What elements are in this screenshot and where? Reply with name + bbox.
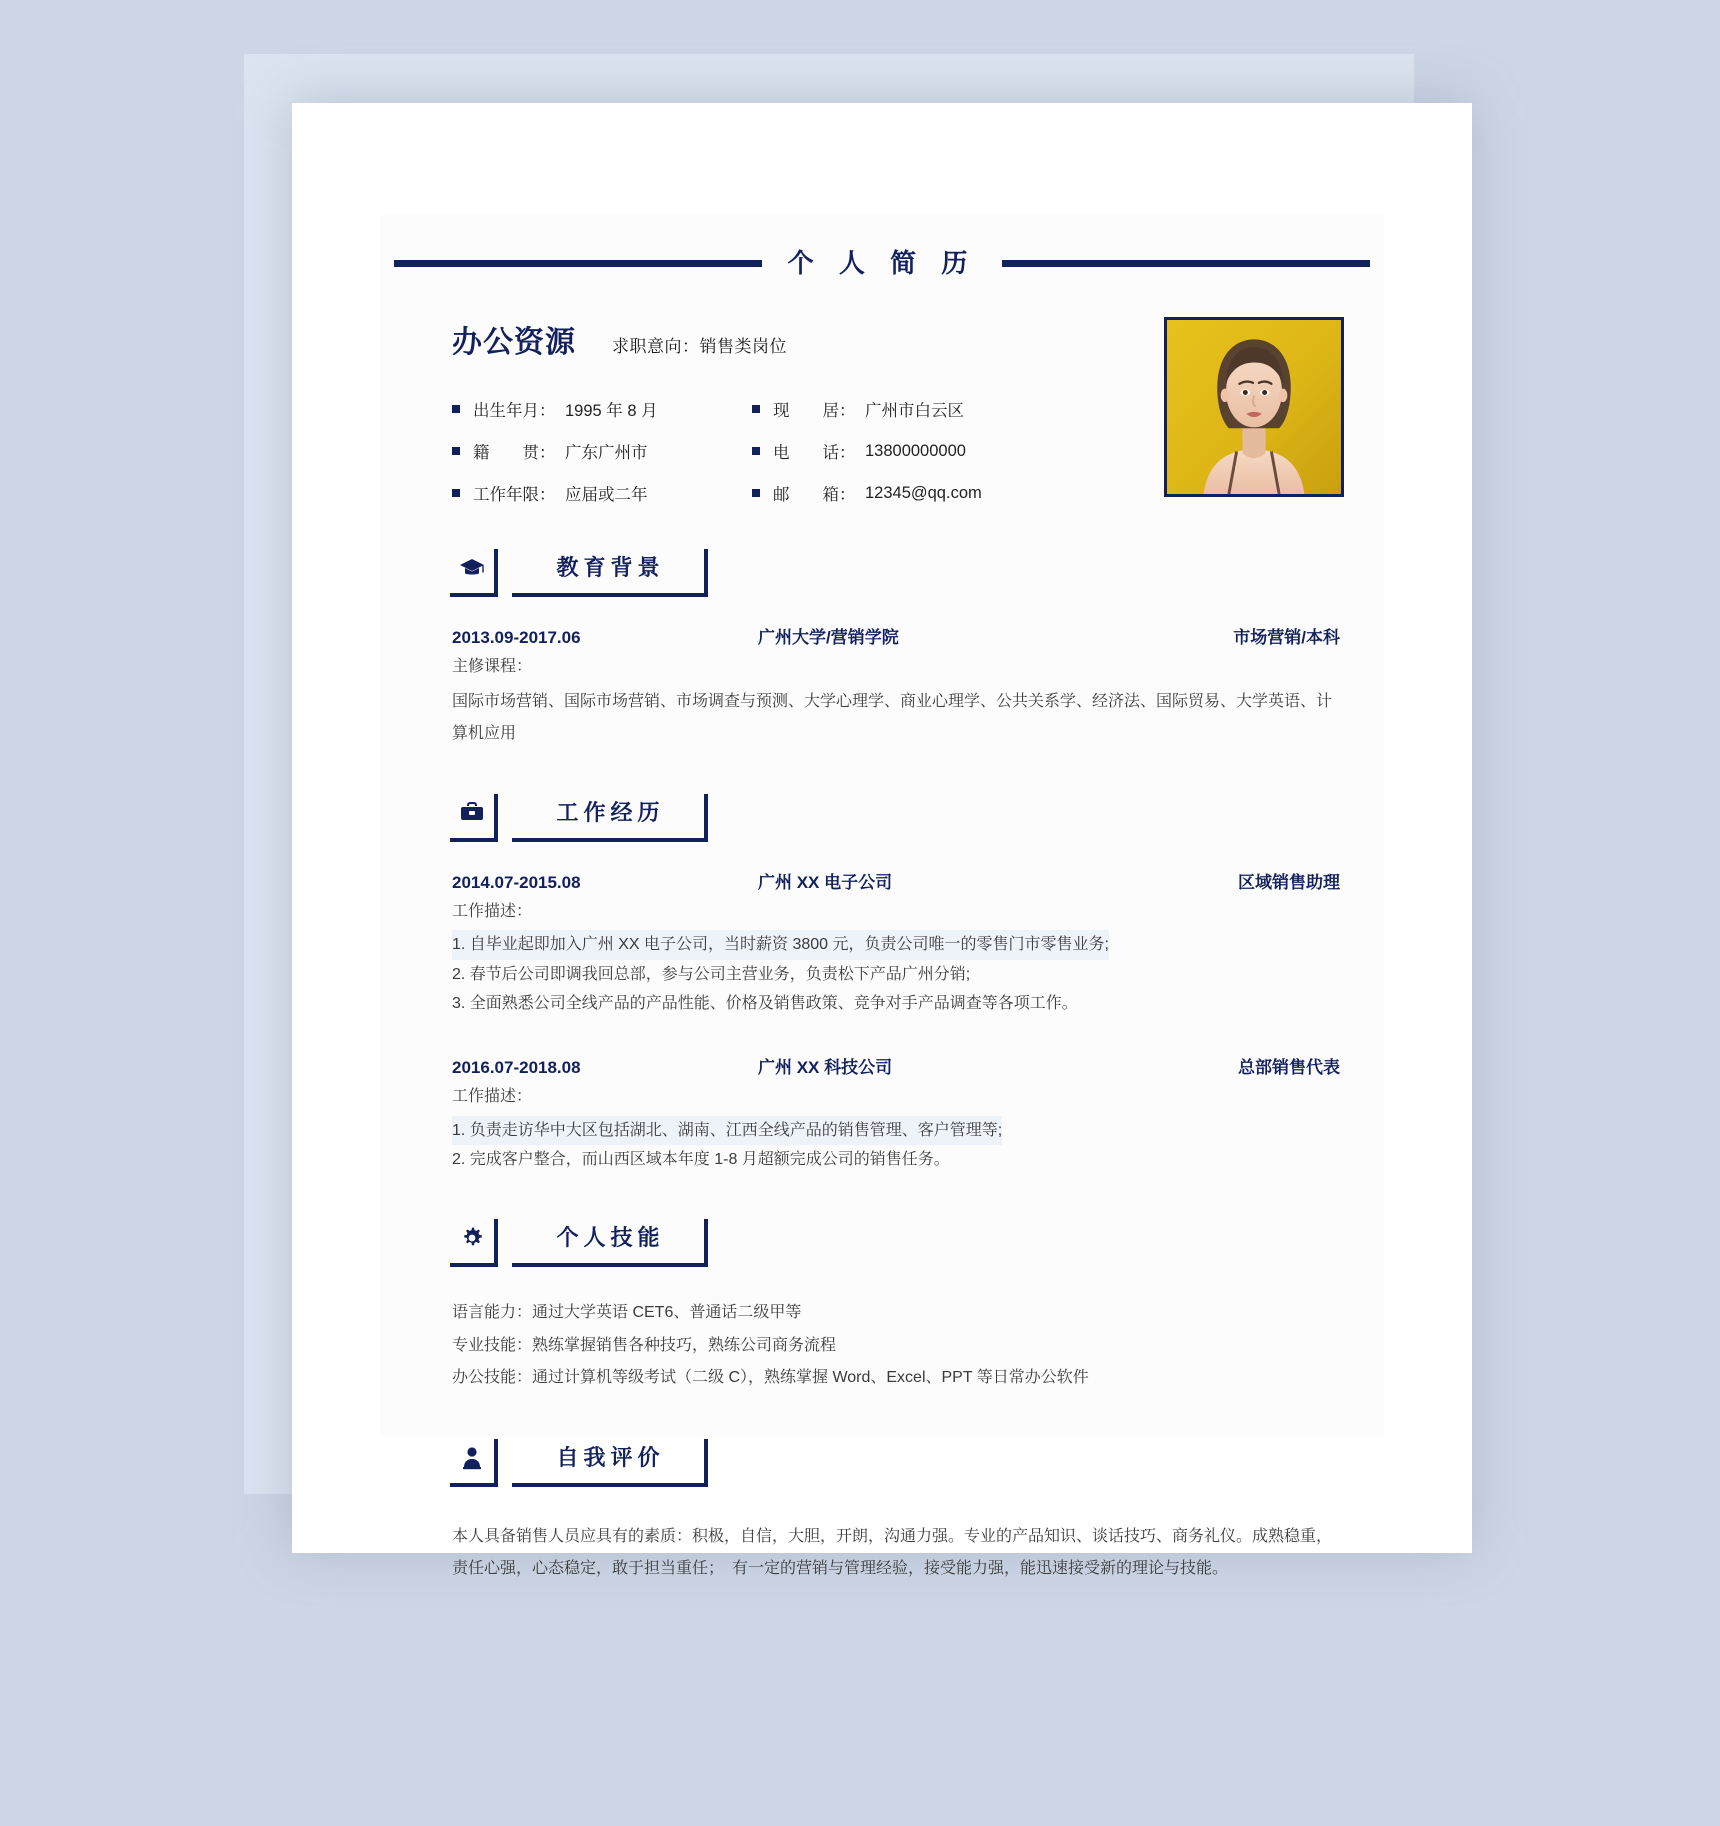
info-value: 1995 年 8 月 (565, 402, 658, 420)
work-desc-label: 工作描述： (452, 1087, 533, 1105)
name-row (436, 317, 1164, 361)
section-title-box-work (512, 794, 708, 842)
work-desc-item: 1. 负责走访华中大区包括湖北、湖南、江西全线产品的销售管理、客户管理等; (452, 1116, 1002, 1146)
work-date: 2016.07-2018.08 (452, 1057, 581, 1077)
work-desc-label: 工作描述： (452, 902, 533, 920)
work-company: 广州 XX 电子公司 (758, 872, 893, 892)
square-bullet-icon (752, 489, 760, 497)
skill-line-professional: 专业技能：熟练掌握销售各种技巧，熟练公司商务流程 (452, 1336, 837, 1354)
education-entry (436, 623, 1344, 750)
page-title: 个 人 简 历 (787, 248, 977, 278)
briefcase-glyph (459, 802, 485, 824)
work-entry (436, 868, 1344, 1019)
work-role: 区域销售助理 (1238, 872, 1340, 892)
section-education (380, 545, 1384, 750)
section-self-evaluation (380, 1435, 1384, 1585)
work-desc-item: 2. 完成客户整合，而山西区域本年度 1-8 月超额完成公司的销售任务。 (452, 1151, 950, 1169)
courses-label: 主修课程： (452, 658, 533, 675)
info-label: 工作年限： (473, 486, 556, 504)
section-title-box-skills (512, 1219, 708, 1267)
title-rule-right (1002, 260, 1370, 267)
education-date: 2013.09-2017.06 (452, 628, 581, 647)
skill-line-office: 办公技能：通过计算机等级考试（二级 C），熟练掌握 Word、Excel、PPT 等日常办公软件 (452, 1369, 1089, 1387)
work-desc-item: 2. 春节后公司即调我回总部，参与公司主营业务，负责松下产品广州分销; (452, 965, 971, 983)
square-bullet-icon (452, 447, 460, 455)
skill-line-language: 语言能力：通过大学英语 CET6、普通话二级甲等 (452, 1303, 802, 1321)
section-work-experience (380, 790, 1384, 1175)
work-company: 广州 XX 科技公司 (758, 1057, 893, 1077)
info-label: 籍 贯： (473, 444, 556, 462)
info-item-residence (752, 397, 1052, 421)
graduation-cap-icon (450, 549, 498, 597)
resume-header (380, 317, 1384, 505)
info-item-email (752, 481, 1052, 505)
skills-list (436, 1297, 1344, 1395)
applicant-name: 办公资源 (452, 326, 576, 359)
document-title-bar (394, 239, 1370, 287)
square-bullet-icon (752, 447, 760, 455)
info-item-hometown (452, 439, 752, 463)
courses-text: 国际市场营销、国际市场营销、市场调查与预测、大学心理学、商业心理学、公共关系学、经济法、国际贸易、大学英语、计算机应用 (452, 692, 1333, 742)
info-value: 广东广州市 (565, 444, 648, 462)
self-evaluation-body (436, 1521, 1344, 1585)
info-value: 广州市白云区 (865, 402, 964, 420)
education-major: 市场营销/本科 (1233, 628, 1340, 647)
education-entry-row (452, 623, 1344, 648)
job-objective: 求职意向：销售类岗位 (612, 337, 787, 356)
work-desc-item: 1. 自毕业起即加入广州 XX 电子公司，当时薪资 3800 元，负责公司唯一的零售门市零售业务; (452, 930, 1109, 960)
gear-glyph (460, 1226, 484, 1250)
section-header-education (436, 545, 1344, 597)
section-header-self-evaluation (436, 1435, 1344, 1487)
section-title-work: 工作经历 (556, 799, 665, 825)
briefcase-icon (450, 794, 498, 842)
section-title-box-self-evaluation (512, 1439, 708, 1487)
personal-info-grid (436, 397, 1164, 505)
section-title-education: 教育背景 (556, 555, 665, 580)
education-school: 广州大学/营销学院 (758, 628, 899, 647)
info-item-phone (752, 439, 1052, 463)
work-entry-row (452, 868, 1344, 893)
info-item-experience-years (452, 481, 752, 505)
section-title-self-evaluation: 自我评价 (556, 1445, 665, 1471)
person-icon (450, 1439, 498, 1487)
work-desc-item: 3. 全面熟悉公司全线产品的产品性能、价格及销售政策、竞争对手产品调查等各项工作。 (452, 995, 1078, 1013)
work-entry (436, 1053, 1344, 1175)
person-glyph (462, 1446, 482, 1470)
section-header-work (436, 790, 1344, 842)
info-item-birth (452, 397, 752, 421)
info-label: 电 话： (773, 444, 856, 462)
resume-page (292, 103, 1472, 1578)
work-role: 总部销售代表 (1238, 1057, 1340, 1077)
work-entry-row (452, 1053, 1344, 1078)
portrait-illustration (1167, 320, 1341, 494)
info-label: 出生年月： (473, 402, 556, 420)
resume-canvas (380, 215, 1384, 1578)
square-bullet-icon (452, 489, 460, 497)
section-title-skills: 个人技能 (556, 1224, 665, 1250)
info-value: 12345@qq.com (865, 483, 982, 502)
work-date: 2014.07-2015.08 (452, 872, 581, 892)
title-rule-left (394, 260, 762, 267)
square-bullet-icon (752, 405, 760, 413)
self-evaluation-text: 本人具备销售人员应具有的素质：积极，自信，大胆，开朗，沟通力强。专业的产品知识、谈话技巧、商务礼仪。成熟稳重，责任心强，心态稳定，敢于担当重任； 有一定的营销与管理经验，接受能力强，能迅速接受新的理论与技能。 (452, 1528, 1333, 1578)
info-value: 13800000000 (865, 441, 966, 460)
square-bullet-icon (452, 405, 460, 413)
gear-icon (450, 1219, 498, 1267)
section-header-skills (436, 1215, 1344, 1267)
info-value: 应届或二年 (565, 486, 648, 504)
section-title-box-education (512, 549, 708, 597)
header-left-column (436, 317, 1164, 505)
graduation-cap-glyph (459, 557, 485, 579)
applicant-photo (1164, 317, 1344, 497)
info-label: 现 居： (773, 402, 856, 420)
section-skills (380, 1215, 1384, 1395)
info-label: 邮 箱： (773, 486, 856, 504)
